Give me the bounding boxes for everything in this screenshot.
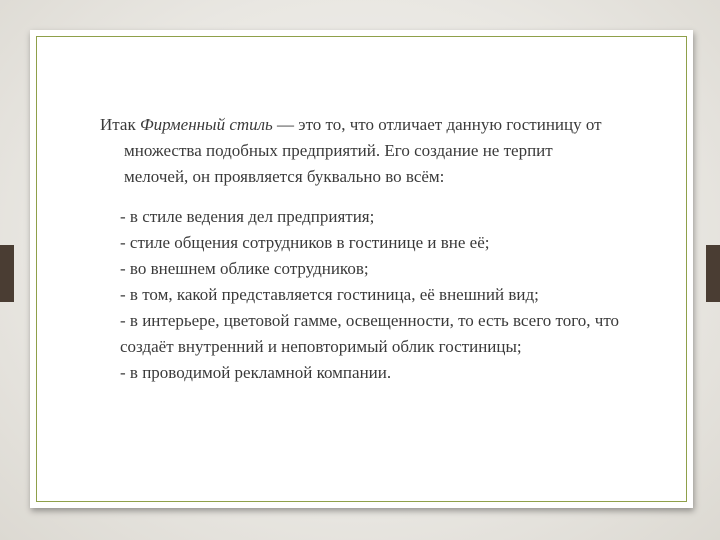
list-item: - в том, какой представляется гостиница, её внешний вид; — [120, 285, 539, 304]
list-item: - стиле общения сотрудников в гостинице и вне её; — [120, 233, 490, 252]
intro-paragraph — [100, 112, 620, 190]
list-item: - во внешнем облике сотрудников; — [120, 259, 369, 278]
intro-rest: — это то, что отличает данную гостиницу от множества подобных предприятий. Его создание не терпит мелочей, он проявляется буквально во всём: — [124, 115, 602, 186]
list-item: - в стиле ведения дел предприятия; — [120, 207, 375, 226]
intro-lead: Итак — [100, 115, 140, 134]
intro-brand-term: Фирменный стиль — [139, 115, 273, 134]
list-item: - в проводимой рекламной компании. — [120, 363, 392, 382]
left-edge-tab — [0, 245, 14, 302]
slide-content — [100, 112, 620, 386]
list-item: - в интерьере, цветовой гамме, освещенности, то есть всего того, что создаёт внутренний и неповторимый облик гостиницы; — [120, 311, 620, 356]
right-edge-tab — [706, 245, 720, 302]
bullet-list — [100, 204, 620, 386]
